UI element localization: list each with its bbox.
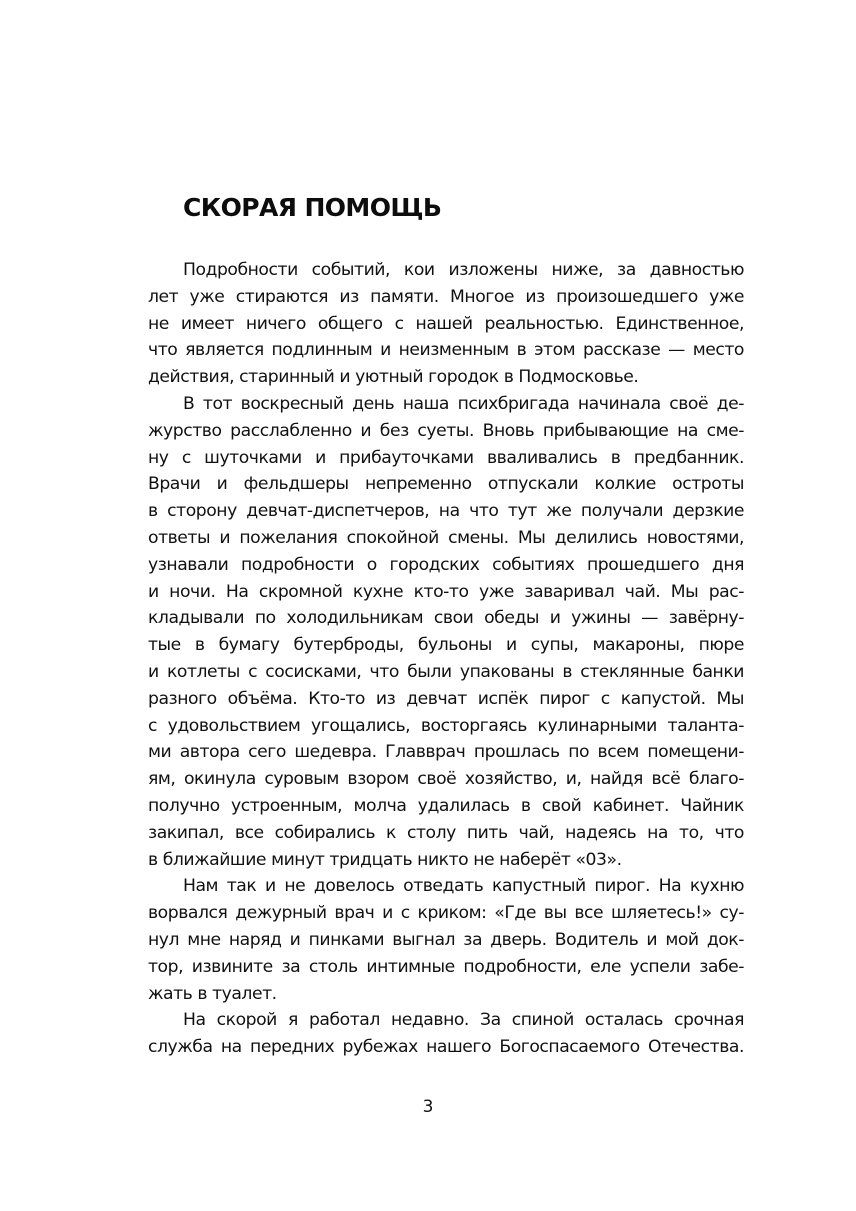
text-line: Врачи и фельдшеры непременно отпускали колкие остроты [148, 474, 744, 495]
text-line: журство расслабленно и без суеты. Вновь прибывающие на сме- [148, 420, 744, 441]
text-line: в сторону девчат-диспетчеров, на что тут же получали дерзкие [148, 501, 744, 522]
text-line: лет уже стираются из памяти. Многое из произошедшего уже [148, 286, 744, 307]
text-line: Подробности событий, кои изложены ниже, за давностью [183, 260, 744, 280]
text-line: ям, окинула суровым взором своё хозяйство, и, найдя всё благо- [148, 769, 744, 790]
text-line: кладывали по холодильникам свои обеды и ужины — завёрну- [148, 608, 744, 629]
text-line: тор, извините за столь интимные подробности, еле успели забе- [148, 956, 744, 977]
text-line: служба на передних рубежах нашего Богоспасаемого Отечества. [148, 1037, 744, 1058]
text-line: что является подлинным и неизменным в этом рассказе — место [148, 340, 744, 361]
text-line: ну с шуточками и прибауточками вваливались в предбанник. [148, 447, 744, 468]
text-line: закипал, все собирались к столу пить чай, надеясь на то, что [148, 822, 744, 843]
text-line: ответы и пожелания спокойной смены. Мы делились новостями, [148, 527, 744, 548]
text-line: жать в туалет. [148, 983, 277, 1004]
text-line: в ближайшие минут тридцать никто не наберёт «03». [148, 849, 622, 870]
text-line: На скорой я работал недавно. За спиной осталась срочная [183, 1010, 744, 1031]
text-line: ворвался дежурный врач и с криком: «Где вы все шляетесь!» су- [148, 903, 744, 924]
text-line: и ночи. На скромной кухне кто-то уже заваривал чай. Мы рас- [148, 581, 744, 602]
text-line: нул мне наряд и пинками выгнал за дверь. Водитель и мой док- [148, 929, 744, 950]
text-line: В тот воскресный день наша психбригада начинала своё де- [183, 393, 744, 414]
text-line: с удовольствием угощались, восторгаясь кулинарными таланта- [148, 715, 744, 736]
text-line: разного объёма. Кто-то из девчат испёк пирог с капустой. Мы [148, 688, 744, 709]
text-line: и котлеты с сосисками, что были упакованы в стеклянные банки [148, 661, 744, 682]
text-line: не имеет ничего общего с нашей реальностью. Единственное, [148, 313, 744, 334]
text-line: Нам так и не довелось отведать капустный пирог. На кухню [183, 876, 744, 897]
text-line: получно устроенным, молча удалилась в свой кабинет. Чайник [148, 795, 744, 816]
text-line: тые в бумагу бутерброды, бульоны и супы, макароны, пюре [148, 635, 744, 656]
chapter-title: СКОРАЯ ПОМОЩЬ [183, 193, 442, 222]
text-line: действия, старинный и уютный городок в Подмосковье. [148, 367, 639, 388]
text-line: ми автора сего шедевра. Главврач прошлась по всем помещени- [148, 742, 744, 763]
page-number: 3 [422, 1097, 434, 1117]
chapter-body [148, 257, 744, 1061]
text-line: узнавали подробности о городских событиях прошедшего дня [148, 554, 744, 575]
